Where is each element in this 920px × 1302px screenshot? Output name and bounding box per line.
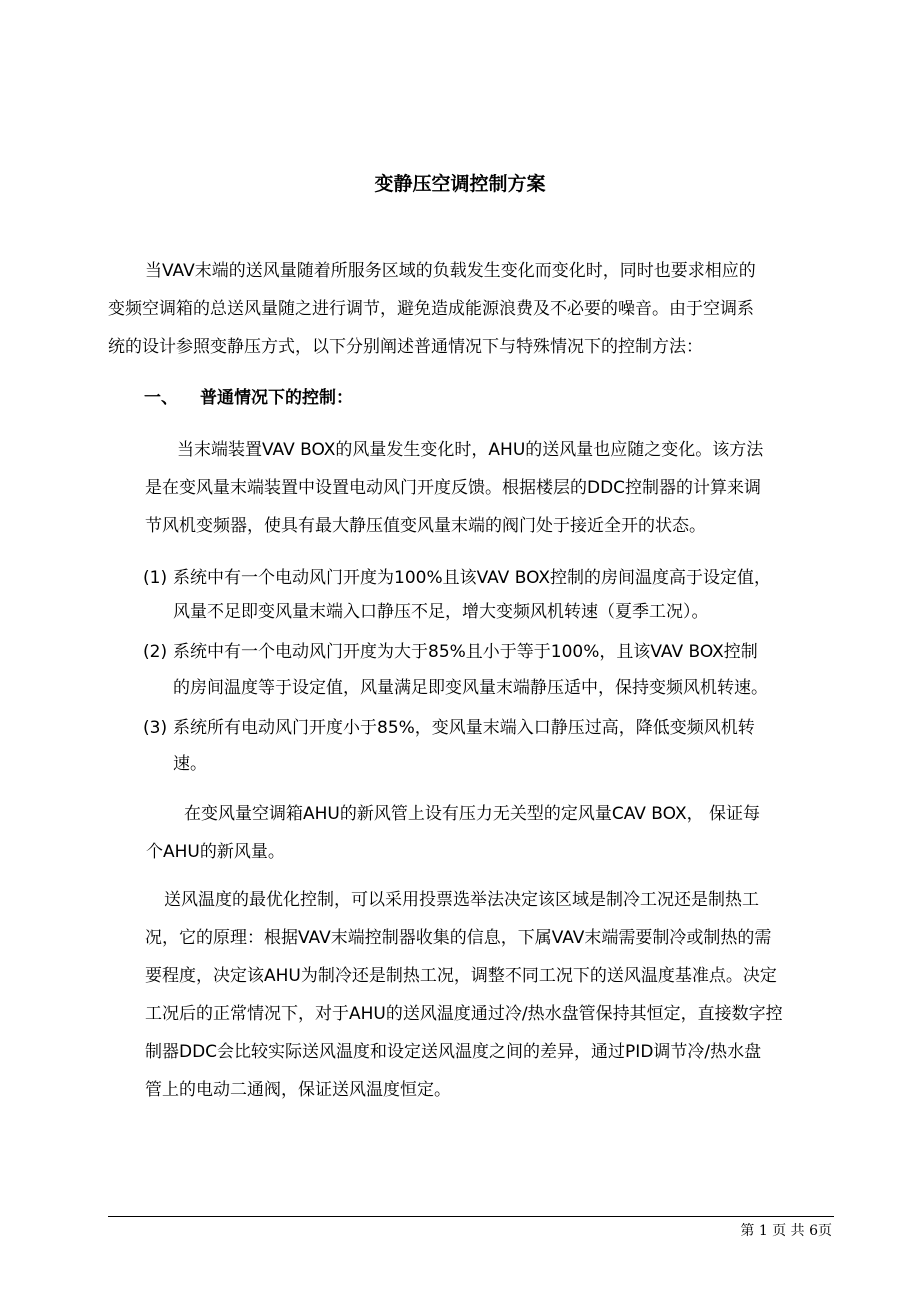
intro-line: 当VAV末端的送风量随着所服务区域的负载发生变化而变化时，同时也要求相应的 — [145, 261, 756, 281]
list-item-line: 系统中有一个电动风门开度为100%且该VAV BOX控制的房间温度高于设定值， — [173, 568, 772, 588]
section-heading: 普通情况下的控制： — [200, 388, 353, 408]
list-item-line: 系统所有电动风门开度小于85%，变风量末端入口静压过高，降低变频风机转 — [173, 718, 755, 738]
list-item-number: (1) — [143, 568, 168, 588]
document-title: 变静压空调控制方案 — [374, 173, 546, 195]
list-item-line: 速。 — [173, 754, 207, 774]
supply-temp-line: 工况后的正常情况下，对于AHU的送风温度通过冷/热水盘管保持其恒定，直接数字控 — [145, 1004, 783, 1024]
supply-temp-line: 制器DDC会比较实际送风温度和设定送风温度之间的差异，通过PID调节冷/热水盘 — [145, 1042, 762, 1062]
supply-temp-line: 管上的电动二通阀，保证送风温度恒定。 — [145, 1080, 451, 1100]
list-item-number: (3) — [143, 718, 168, 738]
section-paragraph-line: 当末端装置VAV BOX的风量发生变化时，AHU的送风量也应随之变化。该方法 — [177, 440, 764, 460]
list-item-line: 风量不足即变风量末端入口静压不足，增大变频风机转速（夏季工况）。 — [173, 602, 709, 622]
footer-divider — [108, 1216, 834, 1217]
list-item-number: (2) — [143, 642, 168, 662]
intro-line: 统的设计参照变静压方式，以下分别阐述普通情况下与特殊情况下的控制方法： — [108, 337, 703, 357]
page-number: 第 1 页 共 6页 — [740, 1223, 832, 1239]
section-paragraph-line: 节风机变频器，使具有最大静压值变风量末端的阀门处于接近全开的状态。 — [145, 516, 706, 536]
intro-line: 变频空调箱的总送风量随之进行调节，避免造成能源浪费及不必要的噪音。由于空调系 — [108, 299, 754, 319]
list-item-line: 的房间温度等于设定值，风量满足即变风量末端静压适中，保持变频风机转速。 — [173, 678, 768, 698]
fresh-air-line: 在变风量空调箱AHU的新风管上设有压力无关型的定风量CAV BOX， 保证每 — [184, 804, 761, 824]
fresh-air-line: 个AHU的新风量。 — [146, 842, 285, 862]
supply-temp-line: 况，它的原理：根据VAV末端控制器收集的信息，下属VAV末端需要制冷或制热的需 — [145, 928, 772, 948]
section-paragraph-line: 是在变风量末端装置中设置电动风门开度反馈。根据楼层的DDC控制器的计算来调 — [145, 478, 762, 498]
supply-temp-line: 要程度，决定该AHU为制冷还是制热工况，调整不同工况下的送风温度基准点。决定 — [145, 966, 777, 986]
supply-temp-line: 送风温度的最优化控制，可以采用投票选举法决定该区域是制冷工况还是制热工 — [164, 890, 759, 910]
list-item-line: 系统中有一个电动风门开度为大于85%且小于等于100%，且该VAV BOX控制 — [173, 642, 758, 662]
section-number: 一、 — [144, 388, 178, 408]
